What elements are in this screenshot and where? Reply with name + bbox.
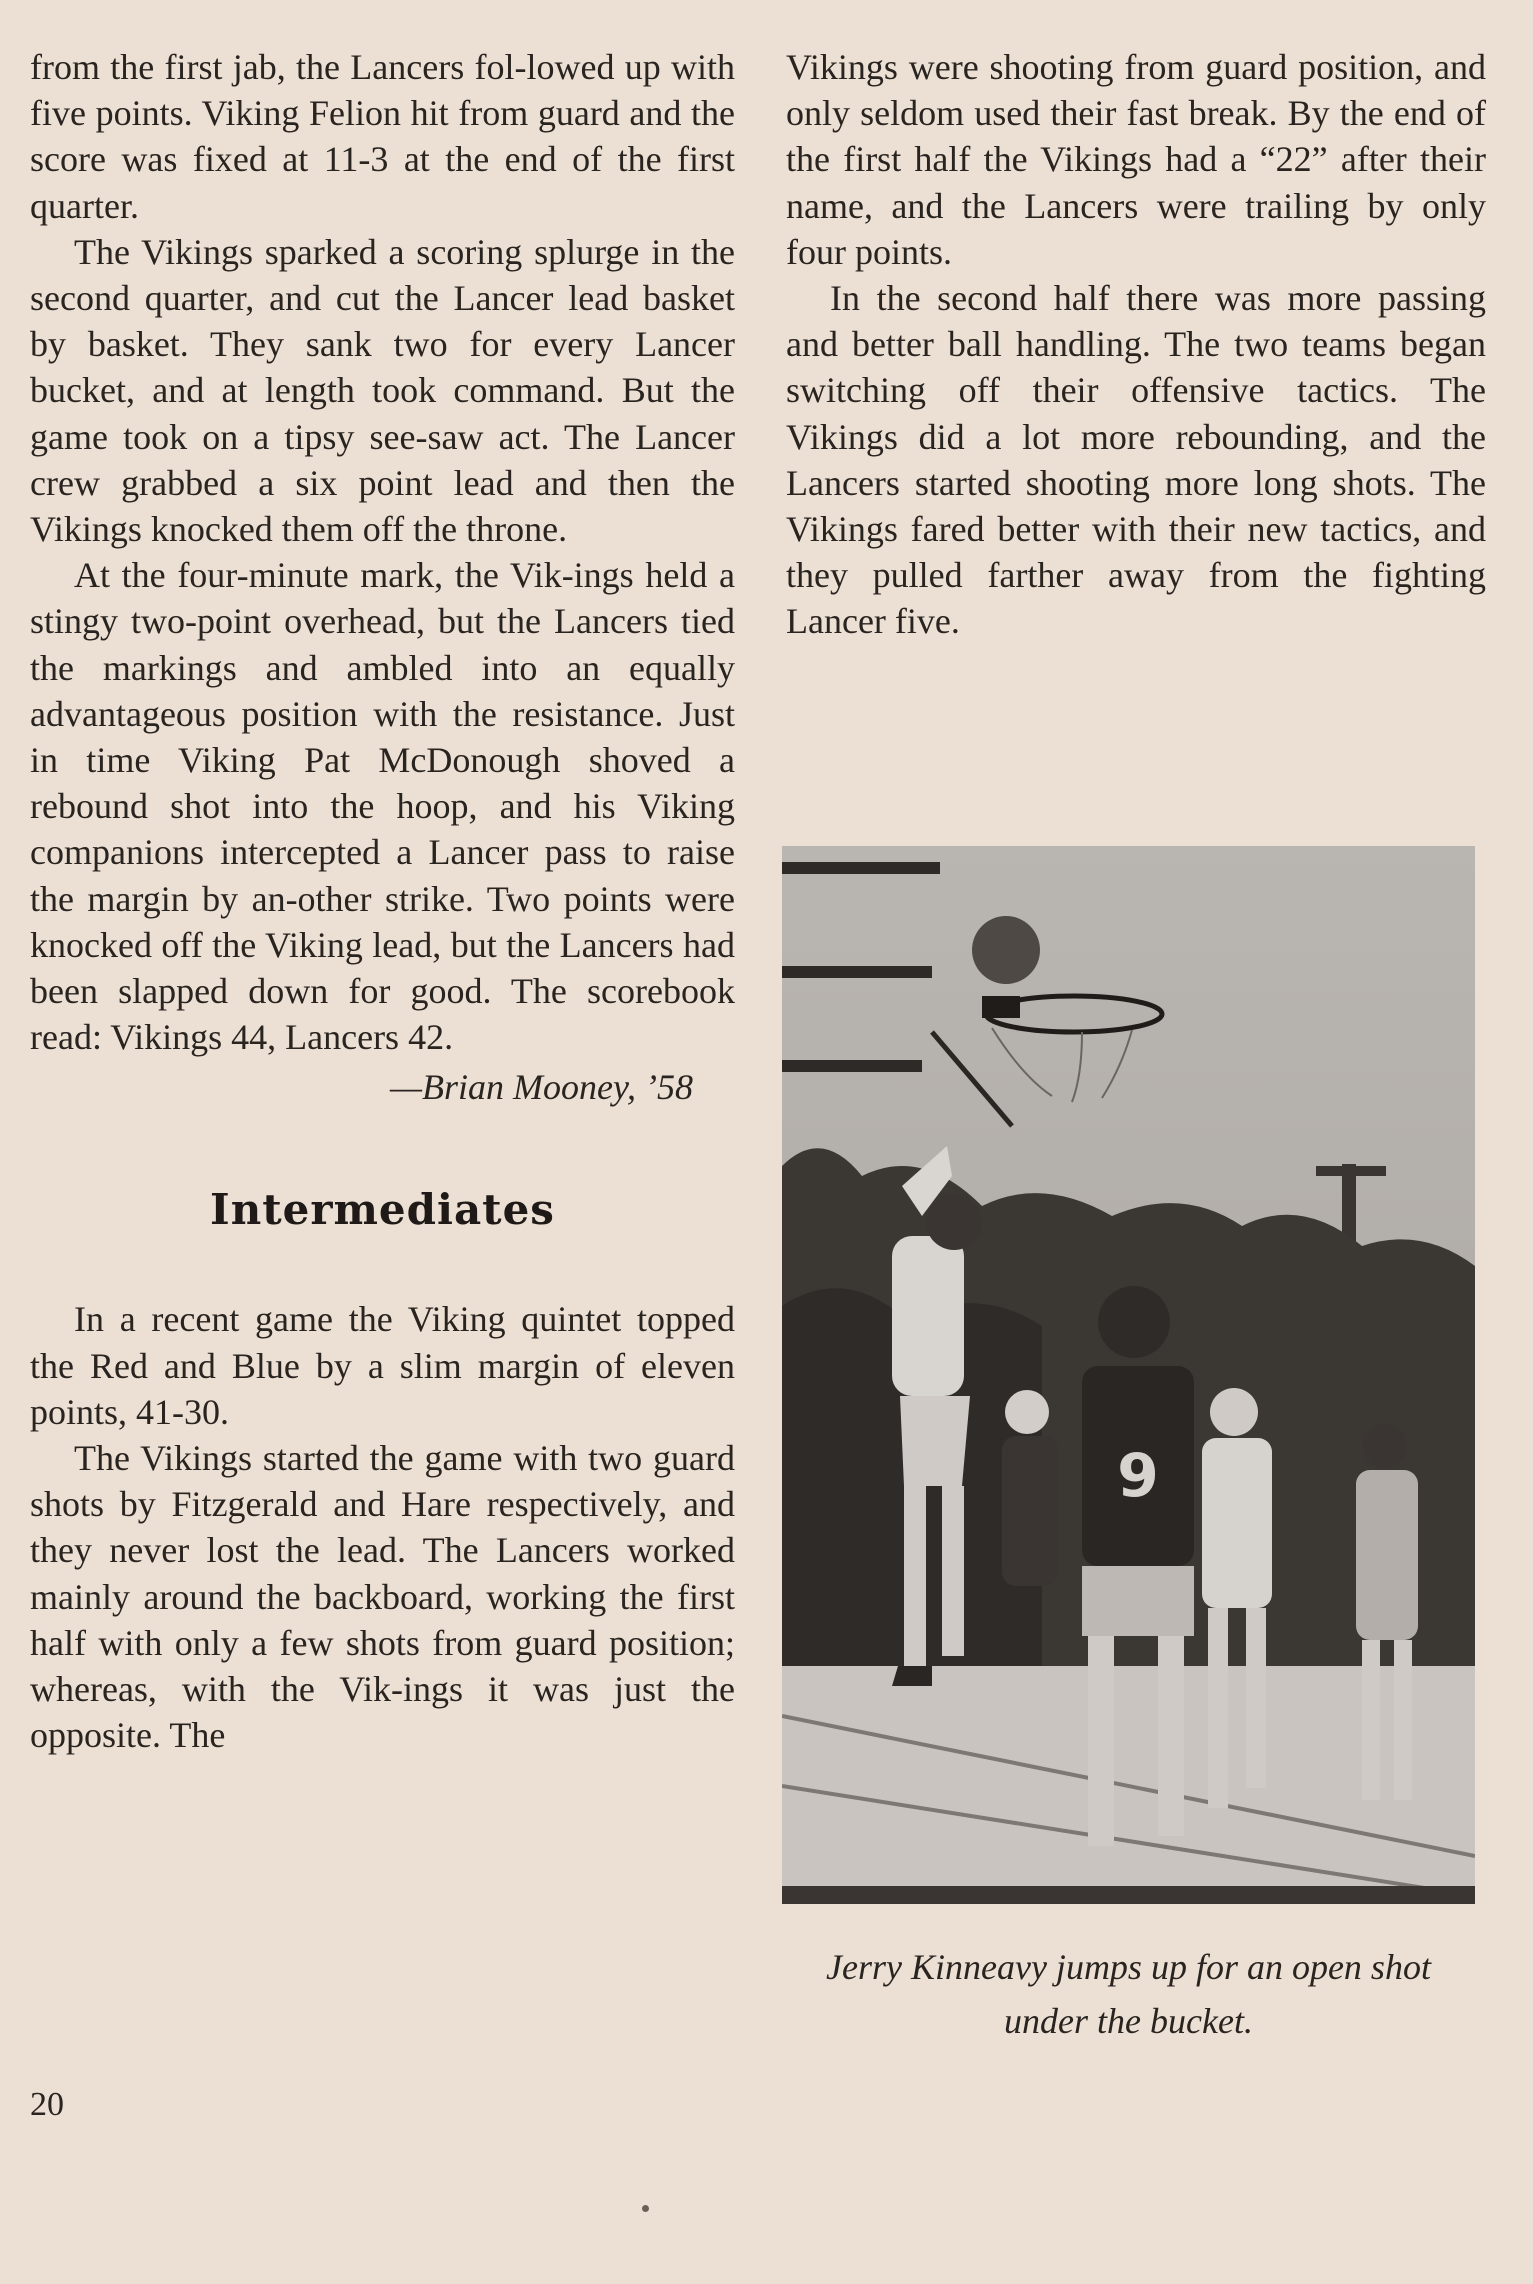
paragraph: The Vikings started the game with two guard shots by Fitzgerald and Hare respectively, and they never lost the lead. The Lancers worked mainly around the backboard, working the first half with only a few shots from guard position; whereas, with the Vik-ings it was just the opposite. The	[30, 1438, 735, 1756]
paragraph: from the first jab, the Lancers fol-lowed up with five points. Viking Felion hit from guard and the score was fixed at 11-3 at the end of the first quarter.	[30, 47, 735, 226]
paragraph: The Vikings sparked a scoring splurge in the second quarter, and cut the Lancer lead basket by basket. They sank two for every Lancer bucket, and at length took command. But the game took on a tipsy see-saw act. The Lancer crew grabbed a six point lead and then the Vikings knocked them off the throne.	[30, 231, 735, 550]
hoop-bracket	[982, 996, 1020, 1018]
print-speck	[642, 2205, 649, 2212]
left-column	[30, 44, 735, 1759]
backboard-bar	[782, 966, 932, 978]
right-column	[786, 44, 1486, 645]
basketball	[972, 916, 1040, 984]
paragraph: In a recent game the Viking quintet topped the Red and Blue by a slim margin of eleven points, 41-30.	[30, 1299, 735, 1432]
jersey-number: 9	[1117, 1441, 1159, 1511]
paragraph: In the second half there was more passing and better ball handling. The two teams began switching off their offensive tactics. The Vikings did a lot more rebounding, and the Lancers started shooting more long shots. The Vikings fared better with their new tactics, and they pulled farther away from the fighting Lancer five.	[786, 278, 1486, 642]
paragraph: Vikings were shooting from guard position, and only seldom used their fast break. By the end of the first half the Vikings had a “22” after their name, and the Lancers were trailing by only four points.	[786, 47, 1486, 272]
utility-pole-crossbar	[1316, 1166, 1386, 1176]
backboard-bar	[782, 1060, 922, 1072]
byline: —Brian Mooney, ’58	[390, 1067, 693, 1108]
basketball-photo-illustration	[782, 846, 1475, 1904]
photo-caption: Jerry Kinneavy jumps up for an open shot under the bucket.	[826, 1947, 1431, 2041]
basketball-photo	[782, 846, 1475, 1904]
court-edge	[782, 1886, 1475, 1904]
paragraph: At the four-minute mark, the Vik-ings held a stingy two-point overhead, but the Lancers tied the markings and ambled into an equally advantageous position with the resistance. Just in time Viking Pat McDonough shoved a rebound shot into the hoop, and his Viking companions intercepted a Lancer pass to raise the margin by an-other strike. Two points were knocked off the Viking lead, but the Lancers had been slapped down for good. The scorebook read: Vikings 44, Lancers 42.	[30, 555, 735, 1058]
section-heading: Intermediates	[210, 1185, 555, 1235]
page-number: 20	[30, 2086, 64, 2123]
backboard-bar	[782, 862, 940, 874]
